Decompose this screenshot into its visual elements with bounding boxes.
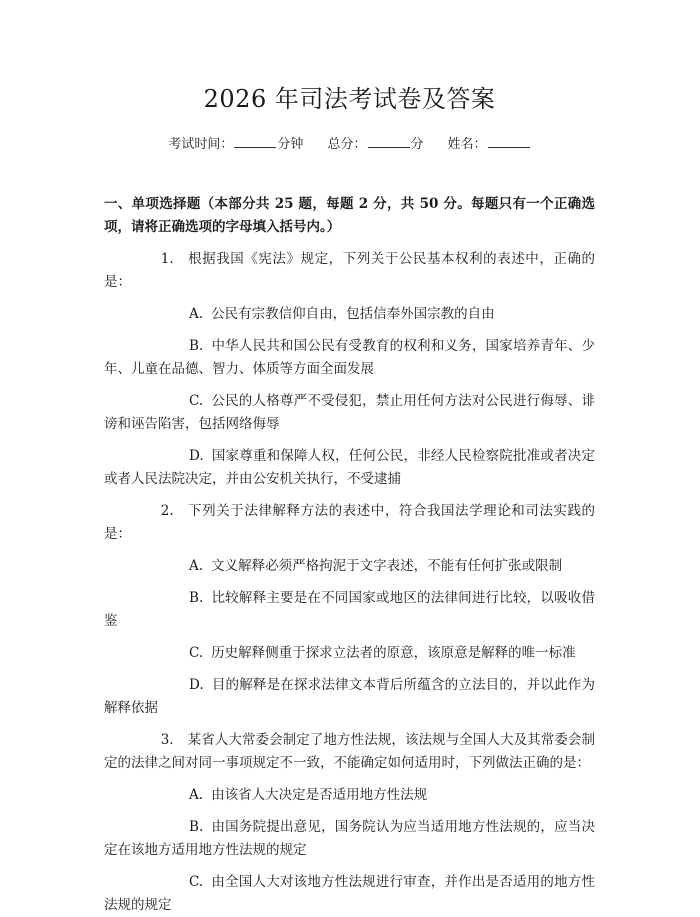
option-a bbox=[104, 555, 595, 578]
option-text: 历史解释侧重于探求立法者的原意，该原意是解释的唯一标准 bbox=[211, 645, 576, 661]
option-text: 由该省人大决定是否适用地方性法规 bbox=[211, 787, 428, 803]
exam-time-field bbox=[168, 135, 303, 155]
option-label: B. bbox=[189, 338, 204, 354]
exam-time-label: 考试时间： bbox=[168, 137, 234, 152]
question-2 bbox=[104, 500, 595, 720]
option-d bbox=[104, 674, 595, 720]
option-b bbox=[104, 816, 595, 862]
section-heading: 一、单项选择题（本部分共 25 题，每题 2 分，共 50 分。每题只有一个正确选项，请将正确选项的字母填入括号内。） bbox=[104, 196, 595, 235]
name-field bbox=[448, 135, 531, 155]
option-text: 国家尊重和保障人权，任何公民，非经人民检察院批准或者决定或者人民法院决定，并由公安机关执行，不受逮捕 bbox=[104, 448, 595, 487]
option-label: A. bbox=[189, 787, 204, 803]
question-stem bbox=[104, 248, 595, 294]
option-label: B. bbox=[189, 590, 204, 606]
option-label: A. bbox=[189, 306, 204, 322]
option-text: 文义解释必须严格拘泥于文字表述，不能有任何扩张或限制 bbox=[211, 558, 563, 574]
question-3 bbox=[104, 729, 595, 917]
option-label: B. bbox=[189, 819, 204, 835]
exam-time-blank bbox=[234, 135, 276, 148]
option-text: 比较解释主要是在不同国家或地区的法律间进行比较，以吸收借鉴 bbox=[104, 590, 595, 629]
option-text: 公民的人格尊严不受侵犯，禁止用任何方法对公民进行侮辱、诽谤和诬告陷害，包括网络侮辱 bbox=[104, 393, 595, 432]
question-number: 3. bbox=[160, 732, 174, 748]
option-d bbox=[104, 445, 595, 491]
option-label: C. bbox=[189, 645, 204, 661]
option-text: 由全国人大对该地方性法规进行审查，并作出是否适用的地方性法规的规定 bbox=[104, 874, 595, 913]
option-text: 中华人民共和国公民有受教育的权利和义务，国家培养青年、少年、儿童在品德、智力、体质等方面全面发展 bbox=[104, 338, 595, 377]
option-label: C. bbox=[189, 393, 204, 409]
total-score-blank bbox=[368, 135, 410, 148]
total-score-unit: 分 bbox=[410, 137, 424, 152]
option-c bbox=[104, 390, 595, 436]
question-stem bbox=[104, 500, 595, 546]
option-a bbox=[104, 303, 595, 326]
total-score-field bbox=[327, 135, 423, 155]
name-label: 姓名： bbox=[447, 137, 487, 152]
option-a bbox=[104, 784, 595, 807]
name-blank bbox=[488, 135, 530, 148]
question-number: 1. bbox=[160, 251, 174, 267]
option-label: D. bbox=[189, 448, 204, 464]
option-c bbox=[104, 871, 595, 917]
exam-time-unit: 分钟 bbox=[277, 137, 304, 152]
option-b bbox=[104, 335, 595, 381]
page-title: 2026 年司法考试卷及答案 bbox=[203, 85, 496, 113]
option-label: C. bbox=[189, 874, 204, 890]
option-text: 由国务院提出意见，国务院认为应当适用地方性法规的，应当决定在该地方适用地方性法规的规定 bbox=[104, 819, 595, 858]
option-c bbox=[104, 642, 595, 665]
question-1 bbox=[104, 248, 595, 491]
question-number: 2. bbox=[160, 503, 174, 519]
option-text: 公民有宗教信仰自由，包括信奉外国宗教的自由 bbox=[211, 306, 495, 322]
option-label: A. bbox=[189, 558, 204, 574]
question-stem bbox=[104, 729, 595, 775]
exam-info-line bbox=[104, 135, 595, 155]
question-text: 下列关于法律解释方法的表述中，符合我国法学理论和司法实践的是： bbox=[104, 503, 595, 542]
option-text: 目的解释是在探求法律文本背后所蕴含的立法目的，并以此作为解释依据 bbox=[104, 677, 595, 716]
option-b bbox=[104, 587, 595, 633]
question-text: 某省人大常委会制定了地方性法规，该法规与全国人大及其常委会制定的法律之间对同一事项规定不一致，不能确定如何适用时，下列做法正确的是： bbox=[104, 732, 595, 771]
total-score-label: 总分： bbox=[327, 137, 367, 152]
question-text: 根据我国《宪法》规定，下列关于公民基本权利的表述中，正确的是： bbox=[104, 251, 595, 290]
option-label: D. bbox=[189, 677, 204, 693]
